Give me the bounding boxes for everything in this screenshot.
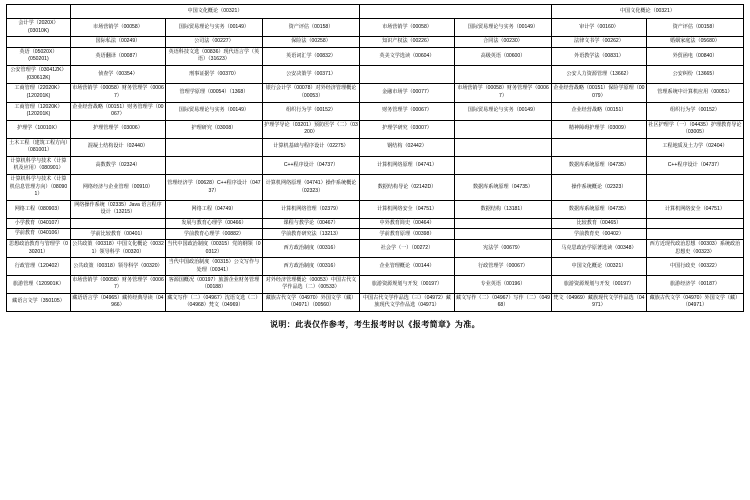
course-cell: 计算机网络安全（04751） — [360, 201, 455, 219]
course-cell: C++程序设计（04737） — [646, 156, 743, 174]
course-cell: 企业管理概论（00144） — [360, 258, 455, 276]
major-cell — [7, 65, 71, 83]
major-code: (030612K) — [26, 74, 51, 81]
table-row — [7, 175, 744, 201]
major-cell — [7, 293, 71, 311]
course-cell: 英语词汇学（00832） — [262, 47, 359, 65]
course-cell — [454, 218, 551, 229]
course-cell: 网络工程（04749） — [165, 201, 262, 219]
course-cell: 侦查学（00354） — [70, 65, 165, 83]
course-cell: 组织行为学（00152） — [262, 102, 359, 120]
course-cell: 护理学导论（03201）预防医学（二）（03200） — [262, 120, 359, 138]
table-row — [7, 156, 744, 174]
major-name: 旅游管理（120901K） — [13, 280, 64, 287]
course-cell: 合同法（00230） — [454, 37, 551, 47]
course-cell: 计算机网络原理（04741）操作系统概论（02323） — [262, 175, 359, 201]
course-cell: 社区护理学（一）（04435）护理教育导论（03005） — [646, 120, 743, 138]
course-cell — [454, 156, 551, 174]
course-cell: 学前教育研究法（13213） — [262, 229, 359, 240]
course-cell: 操作系统概论（02323） — [552, 175, 647, 201]
course-cell: 金融市场学（00077） — [360, 84, 455, 102]
table-header-row — [7, 5, 744, 19]
table-row — [7, 258, 744, 276]
course-cell: 市场营销学（00058）财务管理学（00067） — [454, 84, 551, 102]
table-row — [7, 138, 744, 156]
course-cell: 旅游资源规划与开发（00197） — [360, 276, 455, 294]
course-cell: 护理管理学（03006） — [70, 120, 165, 138]
major-name: 网络工程（080903） — [14, 205, 63, 212]
course-cell: 公司法（00227） — [165, 37, 262, 47]
course-cell: 企业经营战略（00151） — [552, 102, 647, 120]
course-cell: 高数数学（02324） — [70, 156, 165, 174]
footer-note: 说明：此表仅作参考，考生报考时以《报考简章》为准。 — [270, 319, 480, 329]
course-cell: 外贸函电（00840） — [646, 47, 743, 65]
course-cell: 专业英语（00196） — [454, 276, 551, 294]
course-cell: 混凝土结构设计（02440） — [70, 138, 165, 156]
major-code: (120201K) — [26, 92, 51, 99]
table-row — [7, 218, 744, 229]
header-group-1: 中国文化概论（00321） — [70, 5, 359, 19]
course-cell: 旅游资源规划与开发（00197） — [552, 276, 647, 294]
major-cell — [7, 240, 71, 258]
course-cell: 中国文化概论（00321） — [552, 258, 647, 276]
major-cell — [7, 120, 71, 138]
course-cell: 管理系统中计算机应用（00051） — [646, 84, 743, 102]
course-cell: 国际贸易理论与实务（00149） — [454, 19, 551, 37]
course-cell — [646, 218, 743, 229]
course-cell: 学前教育原理（00398） — [360, 229, 455, 240]
course-cell — [454, 229, 551, 240]
major-name: 思想政治教育与管理学（030201） — [9, 241, 68, 255]
major-cell — [7, 258, 71, 276]
major-cell — [7, 156, 71, 174]
course-cell: 藏族古代文学（04970）外国文学（藏）（04971） — [646, 293, 743, 311]
course-cell — [646, 175, 743, 201]
course-cell — [360, 65, 455, 83]
table-row — [7, 65, 744, 83]
course-cell: 计算机网络原理（04741） — [360, 156, 455, 174]
course-cell: 旅游经济学（00187） — [646, 276, 743, 294]
major-cell — [7, 138, 71, 156]
major-name: 工商管理（12020K） — [14, 103, 63, 110]
major-name: 藏语言文学（350105） — [12, 298, 65, 305]
course-cell — [646, 229, 743, 240]
course-cell: 对外经济管理概论（00053）中国古代文学作品选（二）（00533） — [262, 276, 359, 294]
course-cell: 藏文写作（二）（04967）写作（二）（04968） — [454, 293, 551, 311]
course-cell: 网络经济与企业管理（00910） — [70, 175, 165, 201]
table-row — [7, 47, 744, 65]
table-row — [7, 102, 744, 120]
major-name: 土木工程（建筑工程方向）（081001） — [9, 139, 68, 154]
course-cell — [552, 138, 647, 156]
table-row — [7, 19, 744, 37]
major-name: 英语（05020X） — [19, 48, 58, 55]
course-cell: 市场营销学（00058）财务管理学（00067） — [70, 84, 165, 102]
exam-schedule-table — [6, 4, 744, 312]
course-cell: 企业经营战略（00151）保险学原理（00079） — [552, 84, 647, 102]
course-cell: 学前教育史（00402） — [552, 229, 647, 240]
major-cell — [7, 218, 71, 229]
course-cell: 中外教育简史（00464） — [360, 218, 455, 229]
course-cell: C++程序设计（04737） — [262, 156, 359, 174]
course-cell — [454, 120, 551, 138]
course-cell: 数据结构（13181） — [454, 201, 551, 219]
major-cell — [7, 19, 71, 37]
course-cell: 精神障碍护理学（03009） — [552, 120, 647, 138]
course-cell: 婚姻家庭法（05680） — [646, 37, 743, 47]
course-cell: 宪法学（00679） — [454, 240, 551, 258]
course-cell: 藏族古代文学（04970）外国文学（藏）（04971）（00560） — [262, 293, 359, 311]
course-cell: 公共政策（00318）领导科学（00320） — [70, 258, 165, 276]
course-cell: 学前教育心理学（00882） — [165, 229, 262, 240]
header-major-col — [7, 5, 71, 19]
header-spacer — [360, 5, 552, 19]
course-cell: 资产评估（00158） — [646, 19, 743, 37]
major-cell — [7, 102, 71, 120]
course-cell: 国际贸易理论与实务（00149） — [165, 102, 262, 120]
course-cell: 外语教学法（00831） — [552, 47, 647, 65]
course-cell: 当代中国政治制度（00315）党的纲领（00312） — [165, 240, 262, 258]
course-cell: 公安决策学（00371） — [262, 65, 359, 83]
course-cell: 银行会计学（00078）对外经济管理概论（00053） — [262, 84, 359, 102]
major-cell — [7, 276, 71, 294]
course-cell: 资产评估（00158） — [262, 19, 359, 37]
course-cell: 财务管理学（00067） — [360, 102, 455, 120]
major-name: 计算机科学与技术（计算机及应用）（080901） — [10, 157, 67, 172]
course-cell: 中国古代文学作品选（三）（04972）藏族现代文学作品选（04971） — [360, 293, 455, 311]
major-name: 工商管理（22020K） — [14, 85, 63, 92]
course-cell — [454, 138, 551, 156]
major-name: 学前教育（040106） — [14, 230, 63, 237]
major-name: 公安管理学（03041ZK） — [10, 66, 67, 73]
course-cell: 发展与教育心理学（00466） — [165, 218, 262, 229]
course-cell: 马克思政治学原著选读（00348） — [552, 240, 647, 258]
major-cell — [7, 201, 71, 219]
course-cell: 数据结构导论（02142D） — [360, 175, 455, 201]
course-cell: 企业经营战略（00151）财务管理学（00067） — [70, 102, 165, 120]
course-cell: 市场营销学（00058） — [360, 19, 455, 37]
course-cell: 计算机基础与程序设计（02275） — [262, 138, 359, 156]
major-code: (050201) — [28, 56, 49, 63]
course-cell: 钢结构（02442） — [360, 138, 455, 156]
major-cell — [7, 229, 71, 240]
course-cell — [165, 138, 262, 156]
course-cell: 客源国概况（00197）旅游企业财务管理（00188） — [165, 276, 262, 294]
course-cell: 英美文学选读（00604） — [360, 47, 455, 65]
course-cell: 计算机网络安全（04751） — [646, 201, 743, 219]
table-row — [7, 276, 744, 294]
course-cell: 中国行政史（00322） — [646, 258, 743, 276]
course-cell: 比较教育（00465） — [552, 218, 647, 229]
course-cell: 工程地质及土力学（02404） — [646, 138, 743, 156]
course-cell: 藏语语言学（04965）藏传经典导读（04966） — [70, 293, 165, 311]
major-code: (120201K) — [26, 111, 51, 118]
course-cell: 网络操作系统（02335）Java 语言程序设计（13215） — [70, 201, 165, 219]
course-cell: 国际贸易理论与实务（00149） — [454, 102, 551, 120]
course-cell: 行政管理学（00067） — [454, 258, 551, 276]
course-cell: 护理研究（03008） — [165, 120, 262, 138]
table-row — [7, 84, 744, 102]
course-cell — [70, 218, 165, 229]
course-cell: 国际私法（00249） — [70, 37, 165, 47]
course-cell: 管理经济学（00628）C++程序设计（04737） — [165, 175, 262, 201]
course-cell: 社会学（一）（00272） — [360, 240, 455, 258]
course-cell: 学前比较教育（00401） — [70, 229, 165, 240]
course-cell: 西方政治制度（00316） — [262, 240, 359, 258]
course-cell: 护理学研究（03007） — [360, 120, 455, 138]
course-cell: 管理学原理（00054）（1368） — [165, 84, 262, 102]
course-cell: 法律文书学（00262） — [552, 37, 647, 47]
table-row — [7, 120, 744, 138]
course-cell: 数据库系统原理（04735） — [552, 156, 647, 174]
course-cell: 数据库系统原理（04735） — [454, 175, 551, 201]
major-name: 小学教育（040107） — [14, 219, 63, 226]
major-cell — [7, 84, 71, 102]
table-row — [7, 240, 744, 258]
course-cell: 市场营销学（00058） — [70, 19, 165, 37]
course-cell — [454, 65, 551, 83]
major-name: 护理学（10010X） — [16, 125, 60, 132]
course-cell: 保险法（00258） — [262, 37, 359, 47]
major-cell — [7, 47, 71, 65]
course-cell: 课程与教学论（00467） — [262, 218, 359, 229]
course-cell: 组织行为学（00152） — [646, 102, 743, 120]
major-name: 计算机科学与技术（计算机信息管理方向）（080901） — [9, 176, 68, 198]
course-cell: 刑事证据学（00370） — [165, 65, 262, 83]
course-cell: 公安纠纷（13665） — [646, 65, 743, 83]
course-cell: 市场营销学（00058）财务管理学（00067） — [70, 276, 165, 294]
table-row — [7, 37, 744, 47]
major-name: 会计学（2020X） — [18, 20, 59, 26]
table-row — [7, 293, 744, 311]
course-cell — [165, 156, 262, 174]
course-cell: 数据库系统原理（04735） — [552, 201, 647, 219]
course-cell: 英语翻译（00087） — [70, 47, 165, 65]
course-cell: 藏文写作（二）（04967）沈语文选（二）（04968）梵文（04969） — [165, 293, 262, 311]
major-cell — [7, 175, 71, 201]
course-cell: 公安人力资源管理（13662） — [552, 65, 647, 83]
header-group-2: 中国文化概论（00321） — [552, 5, 744, 19]
course-cell: 西方近现代政治思想（00303）系统政治思想史（00323） — [646, 240, 743, 258]
course-cell: 当代中国政治制度（00315）公文写作与处理（00341） — [165, 258, 262, 276]
major-cell — [7, 37, 71, 47]
course-cell: 公共政策（00318）中国文化概论（00321）领导科学（00320） — [70, 240, 165, 258]
table-row — [7, 201, 744, 219]
course-cell: 梵文（04969）藏族现代文学作品选（04971） — [552, 293, 647, 311]
course-cell: 知识产权法（00226） — [360, 37, 455, 47]
course-cell: 英语科技文选（00836）现代语言学（英语）（31623） — [165, 47, 262, 65]
course-cell: 高级英语（00600） — [454, 47, 551, 65]
course-cell: 计算机网络管理（02379） — [262, 201, 359, 219]
course-cell: 审计学（00160） — [552, 19, 647, 37]
table-row — [7, 229, 744, 240]
course-cell: 西方政治制度（00316） — [262, 258, 359, 276]
course-cell: 国际贸易理论与实务（00149） — [165, 19, 262, 37]
major-code: (03010K) — [28, 27, 49, 34]
major-name: 行政管理（120402） — [14, 262, 63, 269]
